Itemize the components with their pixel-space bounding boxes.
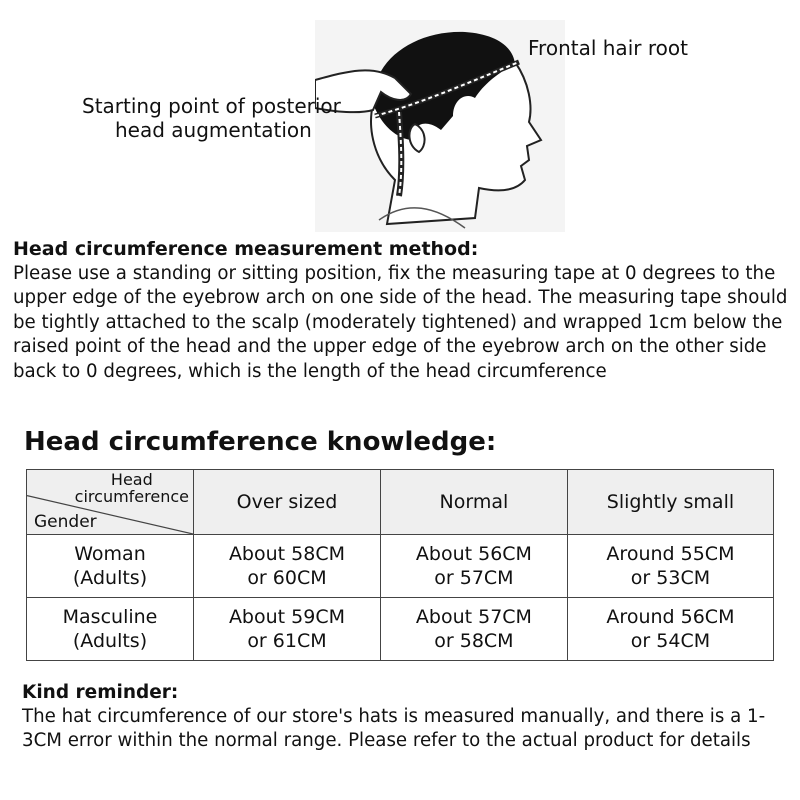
kind-reminder-section — [22, 681, 792, 753]
gender-cell — [27, 598, 194, 661]
gender-line2: (Adults) — [72, 567, 148, 589]
table-corner-cell — [27, 470, 194, 535]
head-circumference-table — [26, 469, 774, 661]
corner-top-line1: Head — [110, 470, 153, 489]
size-cell — [567, 598, 773, 661]
posterior-start-label — [82, 94, 341, 142]
size-line2: or 61CM — [247, 630, 327, 652]
size-line1: Around 56CM — [606, 606, 735, 628]
size-line1: About 59CM — [228, 606, 345, 628]
size-line2: or 58CM — [434, 630, 514, 652]
size-line1: About 58CM — [228, 543, 345, 565]
method-heading: Head circumference measurement method: — [13, 238, 479, 260]
size-line1: About 56CM — [415, 543, 532, 565]
size-cell — [380, 535, 567, 598]
method-body: Please use a standing or sitting position, fix the measuring tape at 0 degrees to the upper edge of the eyebrow arch on one side of the head. The measuring tape should be tightly attached to the scalp (moderately tightened) and wrapped 1cm below the raised point of the head and the upper edge of the eyebrow arch on the other side back to 0 degrees, which is the length of the head circumference — [13, 262, 788, 382]
reminder-body: The hat circumference of our store's hats is measured manually, and there is a 1-3CM error within the normal range. Please refer to the actual product for details — [22, 706, 766, 751]
size-line2: or 53CM — [630, 567, 711, 589]
size-line1: Around 55CM — [606, 543, 735, 565]
corner-bottom-label: Gender — [34, 512, 97, 532]
table-row — [27, 598, 774, 661]
gender-line2: (Adults) — [72, 630, 148, 652]
size-cell — [567, 535, 773, 598]
gender-line1: Masculine — [62, 606, 158, 628]
gender-line1: Woman — [74, 543, 146, 565]
knowledge-title: Head circumference knowledge: — [24, 427, 497, 457]
size-cell — [194, 598, 381, 661]
gender-cell — [27, 535, 194, 598]
frontal-hair-root-label: Frontal hair root — [528, 36, 688, 60]
size-line2: or 57CM — [434, 567, 514, 589]
corner-top-label — [75, 471, 189, 505]
column-header-oversized: Over sized — [194, 470, 381, 535]
corner-top-line2: circumference — [74, 487, 189, 506]
size-cell — [380, 598, 567, 661]
table-row — [27, 535, 774, 598]
posterior-label-line2: head augmentation — [115, 118, 312, 142]
posterior-label-line1: Starting point of posterior — [82, 94, 341, 118]
measurement-method-section — [13, 237, 795, 384]
column-header-normal: Normal — [380, 470, 567, 535]
table-header-row — [27, 470, 774, 535]
reminder-heading: Kind reminder: — [22, 682, 179, 703]
size-cell — [194, 535, 381, 598]
column-header-slightly-small: Slightly small — [567, 470, 773, 535]
size-line2: or 54CM — [630, 630, 711, 652]
size-line2: or 60CM — [247, 567, 327, 589]
size-line1: About 57CM — [415, 606, 532, 628]
